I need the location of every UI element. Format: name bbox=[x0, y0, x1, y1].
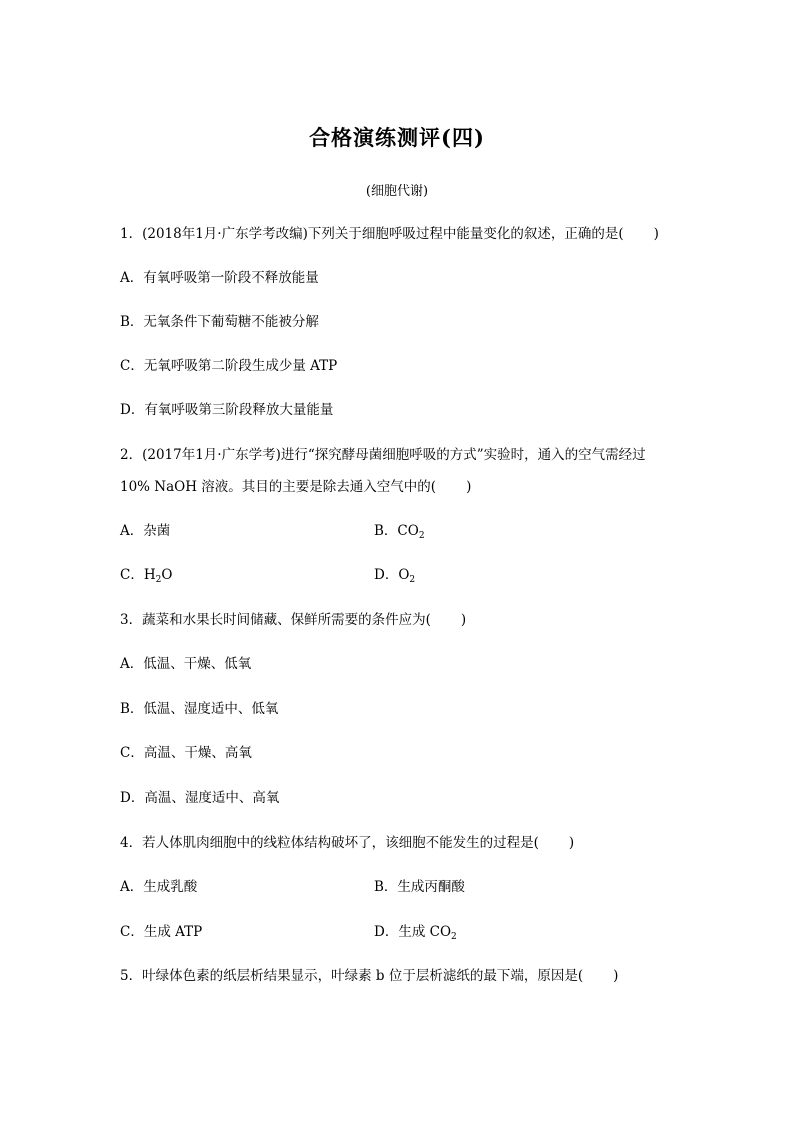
question-number: 2． bbox=[120, 447, 143, 463]
question-close-paren: ) bbox=[568, 835, 575, 851]
subscript: 2 bbox=[409, 575, 416, 585]
option-key: A． bbox=[120, 656, 144, 672]
subscript: 2 bbox=[451, 932, 457, 942]
option-b bbox=[120, 312, 319, 332]
option-d bbox=[374, 922, 457, 947]
page-subtitle: (细胞代谢) bbox=[365, 184, 429, 199]
question-number: 3． bbox=[120, 612, 143, 628]
option-text: CO bbox=[397, 523, 419, 539]
option-text-after: O bbox=[161, 567, 173, 583]
option-key: C． bbox=[120, 567, 144, 583]
question-close-paren: ) bbox=[613, 968, 619, 984]
option-text: 高温、湿度适中、高氧 bbox=[144, 790, 280, 806]
question-5 bbox=[120, 966, 618, 986]
question-stem-line1: (2017年1月·广东学考)进行“探究酵母菌细胞呼吸的方式”实验时，通入的空气需经过 bbox=[142, 447, 646, 463]
option-key: A． bbox=[120, 270, 144, 286]
option-text: 杂菌 bbox=[143, 523, 171, 539]
question-close-paren: ) bbox=[653, 226, 659, 242]
option-a bbox=[120, 268, 319, 288]
option-text: 无氧条件下葡萄糖不能被分解 bbox=[143, 314, 319, 330]
page-title: 合格演练测评(四) bbox=[309, 125, 485, 150]
option-key: B． bbox=[120, 701, 144, 717]
option-key: B． bbox=[374, 523, 398, 539]
subscript: 2 bbox=[418, 531, 425, 541]
option-b bbox=[374, 521, 425, 546]
question-2 bbox=[120, 445, 646, 465]
question-4 bbox=[120, 833, 574, 853]
option-b bbox=[374, 877, 465, 897]
option-key: D． bbox=[374, 567, 399, 583]
option-text: 高温、干燥、高氧 bbox=[143, 745, 252, 761]
option-key: C． bbox=[120, 924, 144, 940]
option-c bbox=[120, 356, 337, 376]
question-close-paren: ) bbox=[466, 479, 472, 495]
option-a bbox=[120, 877, 197, 897]
option-key: B． bbox=[374, 879, 398, 895]
option-a bbox=[120, 654, 251, 674]
option-text: O bbox=[398, 567, 410, 583]
option-key: A． bbox=[120, 523, 144, 539]
option-key: D． bbox=[374, 924, 399, 940]
option-text: 无氧呼吸第二阶段生成少量 ATP bbox=[143, 358, 338, 374]
option-text: 有氧呼吸第一阶段不释放能量 bbox=[143, 270, 319, 286]
option-text: 低温、湿度适中、低氧 bbox=[143, 701, 279, 717]
option-key: C． bbox=[120, 358, 144, 374]
question-stem-line2: 10% NaOH 溶液。其目的主要是除去通入空气中的( bbox=[120, 479, 437, 495]
option-key: A． bbox=[120, 879, 144, 895]
question-stem: (2018年1月·广东学考改编)下列关于细胞呼吸过程中能量变化的叙述，正确的是( bbox=[142, 226, 624, 242]
question-3 bbox=[120, 610, 466, 630]
option-d bbox=[120, 400, 333, 420]
question-stem: 若人体肌肉细胞中的线粒体结构破坏了，该细胞不能发生的过程是( bbox=[142, 835, 539, 851]
question-stem: 蔬菜和水果长时间储藏、保鲜所需要的条件应为( bbox=[142, 612, 431, 628]
question-close-paren: ) bbox=[460, 612, 467, 628]
question-1 bbox=[120, 224, 659, 244]
option-text: 生成 CO bbox=[398, 924, 452, 940]
option-key: C． bbox=[120, 745, 144, 761]
question-2-continued bbox=[120, 477, 471, 497]
option-key: B． bbox=[120, 314, 144, 330]
option-text: 低温、干燥、低氧 bbox=[143, 656, 252, 672]
option-key: D． bbox=[120, 790, 145, 806]
option-text: 生成乳酸 bbox=[143, 879, 198, 895]
option-text: 生成丙酮酸 bbox=[397, 879, 465, 895]
question-number: 4． bbox=[120, 835, 143, 851]
option-text: 生成 ATP bbox=[143, 924, 203, 940]
question-number: 1． bbox=[120, 226, 143, 242]
subscript: 2 bbox=[155, 575, 162, 585]
option-b bbox=[120, 699, 278, 719]
option-a bbox=[120, 521, 170, 541]
option-text: H bbox=[143, 567, 156, 583]
option-c bbox=[120, 565, 172, 590]
option-d bbox=[374, 565, 415, 590]
option-c bbox=[120, 743, 252, 763]
option-c bbox=[120, 922, 202, 942]
question-number: 5． bbox=[120, 968, 143, 984]
option-key: D． bbox=[120, 402, 145, 418]
option-d bbox=[120, 788, 279, 808]
option-text: 有氧呼吸第三阶段释放大量能量 bbox=[144, 402, 334, 418]
question-stem: 叶绿体色素的纸层析结果显示，叶绿素 b 位于层析滤纸的最下端，原因是( bbox=[142, 968, 584, 984]
